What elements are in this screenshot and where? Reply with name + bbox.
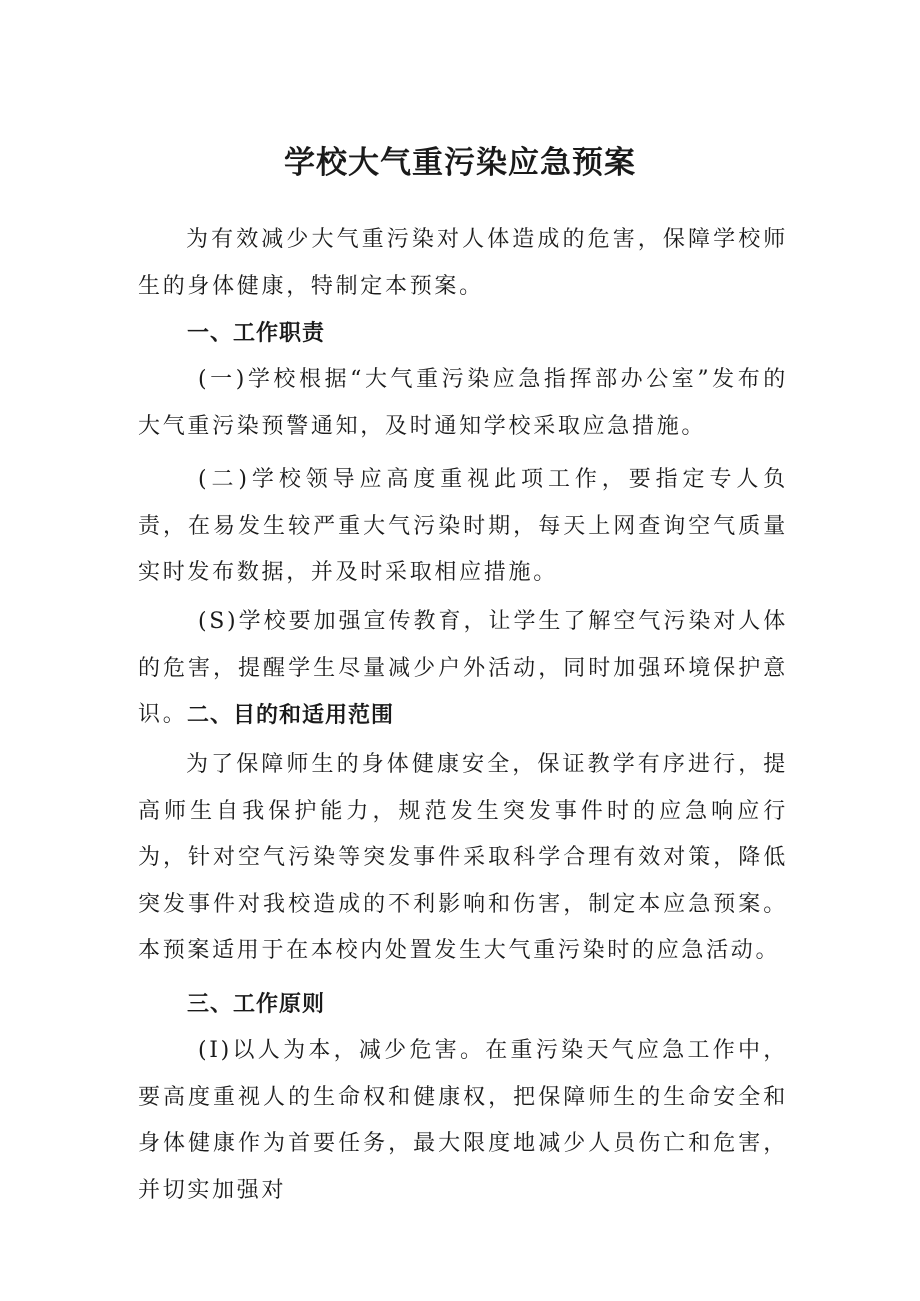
intro-paragraph: 为有效减少大气重污染对人体造成的危害，保障学校师生的身体健康，特制定本预案。 <box>138 227 788 299</box>
section-heading-principles: 三、工作原则 <box>187 992 326 1017</box>
document-title: 学校大气重污染应急预案 <box>284 145 636 181</box>
duties-paragraph-2: (二)学校领导应高度重视此项工作，要指定专人负责，在易发生较严重大气污染时期，每天上网查询空气质量实时发布数据，并及时采取相应措施。 <box>138 467 788 585</box>
section-heading-duties: 一、工作职责 <box>187 321 326 346</box>
duties-paragraph-3: (S)学校要加强宣传教育，让学生了解空气污染对人体的危害，提醒学生尽量减少户外活动，同时加强环境保护意识。 <box>138 609 788 727</box>
principles-paragraph-1: (I)以人为本，减少危害。在重污染天气应急工作中，要高度重视人的生命权和健康权，把保障师生的生命安全和身体健康作为首要任务，最大限度地减少人员伤亡和危害，并切实加强对 <box>138 1038 788 1203</box>
purpose-paragraph: 为了保障师生的身体健康安全，保证教学有序进行，提高师生自我保护能力，规范发生突发事件时的应急响应行为，针对空气污染等突发事件采取科学合理有效对策，降低突发事件对我校造成的不利影响和伤害，制定本应急预案。本预案适用于在本校内处置发生大气重污染时的应急活动。 <box>138 752 788 963</box>
duties-paragraph-1: (一)学校根据“大气重污染应急指挥部办公室”发布的大气重污染预警通知，及时通知学校采取应急措施。 <box>138 367 788 439</box>
section-heading-purpose: 二、目的和适用范围 <box>187 703 395 728</box>
